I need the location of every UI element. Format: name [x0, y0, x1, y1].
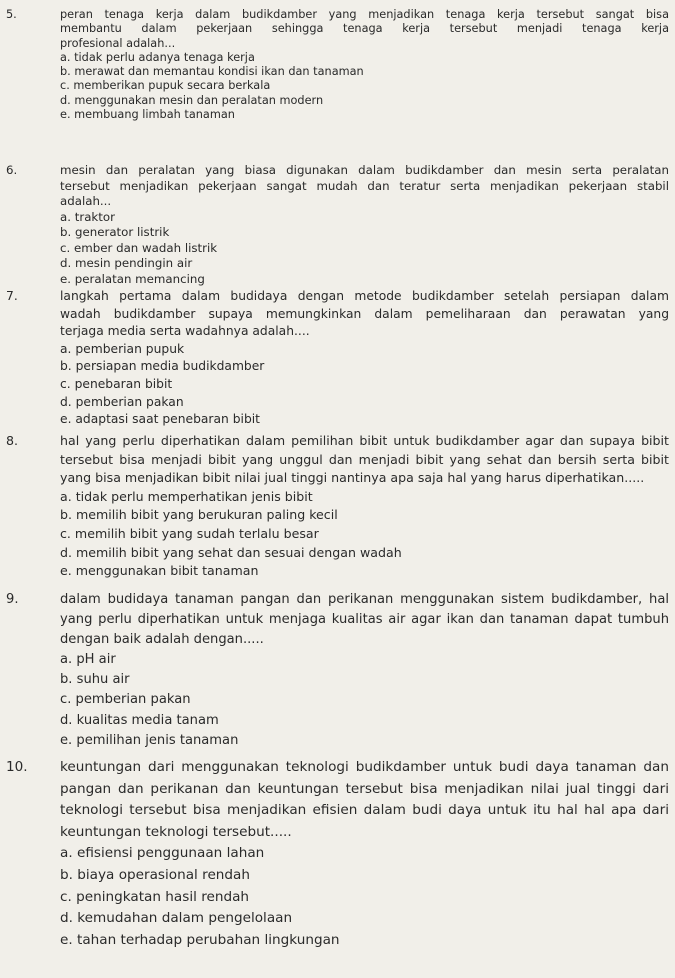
options-list	[60, 210, 669, 288]
stem-line: dengan baik adalah dengan.....	[60, 632, 264, 648]
stem-line: langkah pertama dalam budidaya dengan metode budikdamber setelah persiapan dalam	[60, 289, 669, 303]
option-c[interactable]: c. ember dan wadah listrik	[60, 240, 218, 255]
option-d[interactable]: d. kualitas media tanam	[60, 712, 219, 728]
option-d[interactable]: d. pemberian pakan	[60, 394, 184, 409]
stem-line: yang perlu diperhatikan untuk menjaga kualitas air agar ikan dan tanaman dapat tumbuh	[60, 612, 669, 628]
option-a[interactable]: a. pemberian pupuk	[60, 341, 185, 356]
question-number: 7.	[6, 289, 18, 303]
options-list	[60, 843, 669, 951]
stem-line: dalam budidaya tanaman pangan dan perikanan menggunakan sistem budikdamber, hal	[60, 592, 669, 607]
stem-line: mesin dan peralatan yang biasa digunakan dalam budikdamber dan mesin serta peralatan	[60, 163, 669, 177]
stem-line: teknologi tersebut bisa menjadikan efisien dalam budi daya untuk itu hal hal apa dari	[60, 802, 669, 819]
option-e[interactable]: e. peralatan memancing	[60, 271, 205, 286]
stem-line: membantu dalam pekerjaan sehingga tenaga kerja tersebut menjadi tenaga kerja	[60, 22, 669, 36]
option-c[interactable]: c. memberikan pupuk secara berkala	[60, 79, 271, 93]
options-list	[60, 650, 669, 750]
option-d[interactable]: d. memilih bibit yang sehat dan sesuai dengan wadah	[60, 544, 402, 560]
question-stem	[60, 590, 669, 751]
question-number: 10.	[6, 759, 28, 775]
stem-line: keuntungan dari menggunakan teknologi budikdamber untuk budi daya tanaman dan	[60, 759, 669, 775]
stem-line: yang bisa menjadikan bibit nilai jual tinggi nantinya apa saja hal yang harus diperhatikan.....	[60, 470, 645, 486]
options-list	[60, 488, 669, 581]
stem-line: peran tenaga kerja dalam budikdamber yang menjadikan tenaga kerja tersebut sangat bisa	[60, 8, 669, 21]
question-stem	[60, 432, 669, 581]
option-d[interactable]: d. menggunakan mesin dan peralatan modern	[60, 93, 324, 107]
option-a[interactable]: a. tidak perlu memperhatikan jenis bibit	[60, 488, 313, 504]
question-number: 5.	[6, 8, 17, 21]
option-c[interactable]: c. memilih bibit yang sudah terlalu besar	[60, 525, 319, 541]
question-stem	[60, 288, 669, 429]
stem-line: keuntungan teknologi tersebut.....	[60, 823, 292, 840]
option-e[interactable]: e. adaptasi saat penebaran bibit	[60, 412, 260, 427]
question-stem	[60, 163, 669, 287]
option-e[interactable]: e. menggunakan bibit tanaman	[60, 563, 259, 579]
stem-line: profesional adalah...	[60, 36, 176, 50]
option-b[interactable]: b. memilih bibit yang berukuran paling kecil	[60, 507, 338, 523]
stem-line: tersebut menjadikan pekerjaan sangat mudah dan teratur serta menjadikan pekerjaan stabil	[60, 178, 669, 193]
question-number: 6.	[6, 163, 18, 177]
stem-line: pangan dan perikanan dan keuntungan tersebut bisa menjadikan nilai jual tinggi dari	[60, 780, 669, 797]
option-c[interactable]: c. peningkatan hasil rendah	[60, 888, 250, 905]
option-b[interactable]: b. persiapan media budikdamber	[60, 359, 265, 374]
option-c[interactable]: c. penebaran bibit	[60, 376, 173, 391]
stem-line: wadah budikdamber supaya memungkinkan dalam pemeliharaan dan perawatan yang	[60, 306, 669, 321]
option-e[interactable]: e. membuang limbah tanaman	[60, 108, 235, 122]
option-a[interactable]: a. tidak perlu adanya tenaga kerja	[60, 50, 255, 64]
option-d[interactable]: d. mesin pendingin air	[60, 256, 193, 270]
option-e[interactable]: e. tahan terhadap perubahan lingkungan	[60, 931, 340, 948]
option-b[interactable]: b. suhu air	[60, 672, 130, 688]
options-list	[60, 51, 669, 122]
stem-line: adalah...	[60, 194, 112, 208]
option-c[interactable]: c. pemberian pakan	[60, 692, 191, 708]
question-stem	[60, 8, 669, 122]
stem-line: tersebut bisa menjadi bibit yang unggul dan menjadi bibit yang sehat dan bersih serta bibit	[60, 451, 669, 467]
question-stem	[60, 757, 669, 951]
question-number: 9.	[6, 592, 19, 607]
question-number: 8.	[6, 433, 19, 448]
option-a[interactable]: a. efisiensi penggunaan lahan	[60, 845, 265, 862]
option-a[interactable]: a. pH air	[60, 652, 116, 668]
stem-line: terjaga media serta wadahnya adalah....	[60, 324, 310, 339]
option-e[interactable]: e. pemilihan jenis tanaman	[60, 732, 239, 748]
option-a[interactable]: a. traktor	[60, 209, 115, 224]
stem-line: hal yang perlu diperhatikan dalam pemilihan bibit untuk budikdamber agar dan supaya bibit	[60, 433, 669, 448]
options-list	[60, 341, 669, 429]
option-b[interactable]: b. generator listrik	[60, 225, 170, 239]
option-d[interactable]: d. kemudahan dalam pengelolaan	[60, 910, 293, 927]
option-b[interactable]: b. biaya operasional rendah	[60, 866, 250, 883]
option-b[interactable]: b. merawat dan memantau kondisi ikan dan tanaman	[60, 65, 364, 79]
